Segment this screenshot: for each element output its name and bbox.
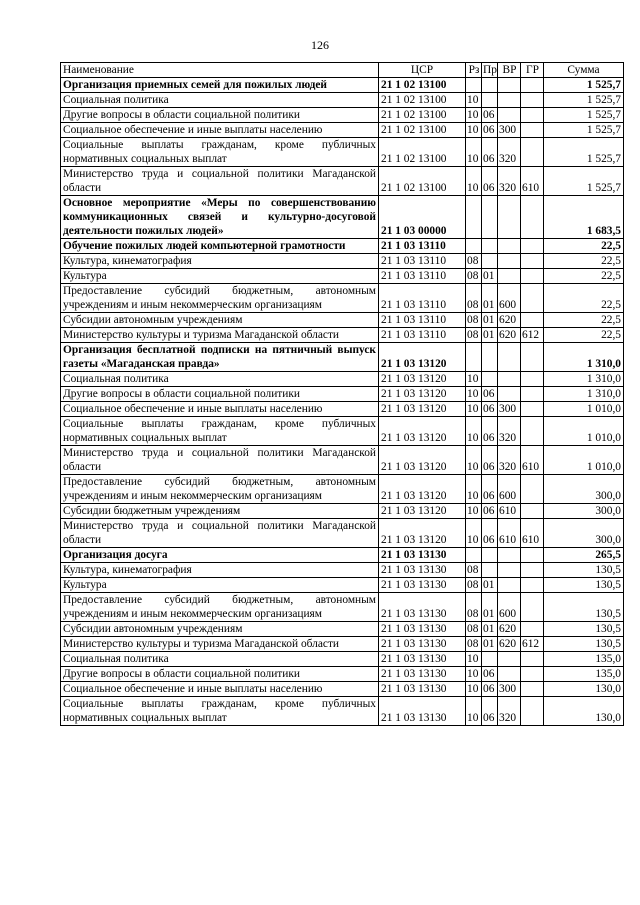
row-csr-cell: 21 1 03 13120	[379, 372, 466, 387]
row-name-cell: Культура, кинематография	[61, 563, 379, 578]
header-gr: ГР	[521, 63, 544, 78]
row-vr-cell	[498, 372, 521, 387]
row-gr-cell	[521, 548, 544, 563]
row-vr-cell	[498, 548, 521, 563]
row-name-cell: Субсидии бюджетным учреждениям	[61, 504, 379, 519]
row-rz-cell: 10	[466, 652, 482, 667]
row-sum-cell: 22,5	[544, 313, 624, 328]
row-rz-cell: 08	[466, 313, 482, 328]
row-pr-cell	[482, 372, 498, 387]
row-gr-cell	[521, 387, 544, 402]
row-pr-cell: 06	[482, 504, 498, 519]
row-name-cell: Предоставление субсидий бюджетным, автономным учреждениям и иным некоммерческим организациям	[61, 284, 379, 313]
row-rz-cell: 08	[466, 622, 482, 637]
row-sum-cell: 1 525,7	[544, 93, 624, 108]
row-pr-cell: 06	[482, 167, 498, 196]
row-csr-cell: 21 1 03 13130	[379, 548, 466, 563]
table-row	[61, 372, 624, 387]
row-csr-cell: 21 1 03 13110	[379, 313, 466, 328]
row-pr-cell: 01	[482, 637, 498, 652]
row-csr-cell: 21 1 03 13120	[379, 446, 466, 475]
row-rz-cell	[466, 78, 482, 93]
row-name-cell: Министерство труда и социальной политики Магаданской области	[61, 519, 379, 548]
row-gr-cell: 612	[521, 637, 544, 652]
row-gr-cell	[521, 343, 544, 372]
row-vr-cell: 620	[498, 328, 521, 343]
row-gr-cell	[521, 138, 544, 167]
row-pr-cell	[482, 78, 498, 93]
row-sum-cell: 135,0	[544, 652, 624, 667]
row-sum-cell: 300,0	[544, 475, 624, 504]
row-csr-cell: 21 1 03 13110	[379, 254, 466, 269]
row-pr-cell: 06	[482, 446, 498, 475]
row-rz-cell: 08	[466, 254, 482, 269]
row-vr-cell	[498, 343, 521, 372]
row-sum-cell: 22,5	[544, 269, 624, 284]
row-name-cell: Министерство культуры и туризма Магаданской области	[61, 637, 379, 652]
row-name-cell: Субсидии автономным учреждениям	[61, 622, 379, 637]
row-csr-cell: 21 1 02 13100	[379, 78, 466, 93]
row-gr-cell	[521, 254, 544, 269]
row-name-cell: Социальная политика	[61, 652, 379, 667]
row-sum-cell: 265,5	[544, 548, 624, 563]
table-row	[61, 697, 624, 726]
table-row	[61, 167, 624, 196]
row-name-cell: Социальные выплаты гражданам, кроме публичных нормативных социальных выплат	[61, 697, 379, 726]
row-csr-cell: 21 1 03 13120	[379, 417, 466, 446]
row-vr-cell: 600	[498, 593, 521, 622]
row-sum-cell: 130,5	[544, 578, 624, 593]
row-rz-cell: 10	[466, 402, 482, 417]
row-name-cell: Основное мероприятие «Меры по совершенствованию коммуникационных связей и культурно-досуговой деятельности пожилых людей»	[61, 196, 379, 239]
row-vr-cell	[498, 667, 521, 682]
row-rz-cell: 10	[466, 138, 482, 167]
row-rz-cell: 10	[466, 667, 482, 682]
row-vr-cell: 300	[498, 123, 521, 138]
table-row	[61, 78, 624, 93]
row-csr-cell: 21 1 03 13120	[379, 519, 466, 548]
header-vr: ВР	[498, 63, 521, 78]
row-gr-cell	[521, 697, 544, 726]
table-row	[61, 123, 624, 138]
row-sum-cell: 300,0	[544, 519, 624, 548]
table-row	[61, 387, 624, 402]
row-sum-cell: 1 525,7	[544, 108, 624, 123]
row-gr-cell	[521, 622, 544, 637]
row-csr-cell: 21 1 03 13120	[379, 402, 466, 417]
table-row	[61, 519, 624, 548]
header-rz: Рз	[466, 63, 482, 78]
row-csr-cell: 21 1 03 13130	[379, 667, 466, 682]
row-vr-cell: 610	[498, 504, 521, 519]
row-gr-cell: 610	[521, 167, 544, 196]
table-row	[61, 652, 624, 667]
row-csr-cell: 21 1 03 13110	[379, 328, 466, 343]
row-csr-cell: 21 1 02 13100	[379, 138, 466, 167]
row-csr-cell: 21 1 03 13110	[379, 239, 466, 254]
row-gr-cell	[521, 667, 544, 682]
row-rz-cell: 08	[466, 578, 482, 593]
row-rz-cell: 10	[466, 167, 482, 196]
row-vr-cell	[498, 196, 521, 239]
row-name-cell: Предоставление субсидий бюджетным, автономным учреждениям и иным некоммерческим организациям	[61, 593, 379, 622]
table-row	[61, 269, 624, 284]
row-vr-cell	[498, 78, 521, 93]
row-gr-cell	[521, 563, 544, 578]
row-csr-cell: 21 1 03 13120	[379, 475, 466, 504]
row-pr-cell: 06	[482, 519, 498, 548]
row-gr-cell: 610	[521, 519, 544, 548]
row-pr-cell: 06	[482, 697, 498, 726]
row-csr-cell: 21 1 03 13130	[379, 622, 466, 637]
row-vr-cell: 620	[498, 622, 521, 637]
row-name-cell: Социальные выплаты гражданам, кроме публичных нормативных социальных выплат	[61, 417, 379, 446]
row-pr-cell	[482, 548, 498, 563]
row-sum-cell: 1 683,5	[544, 196, 624, 239]
row-name-cell: Организация досуга	[61, 548, 379, 563]
row-vr-cell	[498, 387, 521, 402]
row-vr-cell: 620	[498, 313, 521, 328]
row-csr-cell: 21 1 03 13110	[379, 269, 466, 284]
row-name-cell: Социальное обеспечение и иные выплаты населению	[61, 682, 379, 697]
row-rz-cell: 10	[466, 682, 482, 697]
row-rz-cell: 08	[466, 328, 482, 343]
row-sum-cell: 1 310,0	[544, 372, 624, 387]
row-pr-cell: 01	[482, 269, 498, 284]
row-sum-cell: 1 310,0	[544, 343, 624, 372]
row-vr-cell: 620	[498, 637, 521, 652]
row-gr-cell	[521, 504, 544, 519]
row-pr-cell: 01	[482, 578, 498, 593]
row-sum-cell: 130,0	[544, 682, 624, 697]
page-number: 126	[311, 38, 329, 52]
row-csr-cell: 21 1 02 13100	[379, 108, 466, 123]
row-name-cell: Культура, кинематография	[61, 254, 379, 269]
row-pr-cell: 06	[482, 402, 498, 417]
table-row	[61, 138, 624, 167]
row-rz-cell: 08	[466, 563, 482, 578]
row-pr-cell: 06	[482, 123, 498, 138]
row-name-cell: Социальное обеспечение и иные выплаты населению	[61, 402, 379, 417]
row-csr-cell: 21 1 03 13110	[379, 284, 466, 313]
row-name-cell: Другие вопросы в области социальной политики	[61, 667, 379, 682]
row-gr-cell	[521, 313, 544, 328]
row-gr-cell	[521, 284, 544, 313]
row-name-cell: Социальные выплаты гражданам, кроме публичных нормативных социальных выплат	[61, 138, 379, 167]
row-gr-cell	[521, 108, 544, 123]
row-pr-cell	[482, 239, 498, 254]
table-row	[61, 637, 624, 652]
row-sum-cell: 1 010,0	[544, 446, 624, 475]
row-vr-cell: 320	[498, 138, 521, 167]
row-name-cell: Культура	[61, 578, 379, 593]
row-pr-cell	[482, 254, 498, 269]
row-vr-cell: 320	[498, 167, 521, 196]
row-rz-cell: 10	[466, 387, 482, 402]
row-csr-cell: 21 1 03 13130	[379, 578, 466, 593]
row-csr-cell: 21 1 03 13130	[379, 697, 466, 726]
table-row	[61, 417, 624, 446]
table-row	[61, 93, 624, 108]
row-vr-cell	[498, 578, 521, 593]
row-rz-cell	[466, 239, 482, 254]
row-sum-cell: 130,5	[544, 593, 624, 622]
row-pr-cell	[482, 196, 498, 239]
row-rz-cell: 10	[466, 519, 482, 548]
row-vr-cell	[498, 108, 521, 123]
row-vr-cell: 600	[498, 475, 521, 504]
row-rz-cell	[466, 196, 482, 239]
row-name-cell: Министерство культуры и туризма Магаданской области	[61, 328, 379, 343]
row-vr-cell	[498, 269, 521, 284]
row-sum-cell: 1 525,7	[544, 123, 624, 138]
row-gr-cell: 610	[521, 446, 544, 475]
row-gr-cell	[521, 578, 544, 593]
table-row	[61, 239, 624, 254]
row-name-cell: Социальная политика	[61, 372, 379, 387]
row-vr-cell	[498, 93, 521, 108]
row-sum-cell: 1 525,7	[544, 138, 624, 167]
row-rz-cell: 08	[466, 593, 482, 622]
budget-table	[60, 62, 624, 726]
table-row	[61, 475, 624, 504]
row-sum-cell: 135,0	[544, 667, 624, 682]
row-pr-cell: 06	[482, 475, 498, 504]
row-rz-cell: 10	[466, 108, 482, 123]
row-vr-cell: 600	[498, 284, 521, 313]
row-sum-cell: 22,5	[544, 254, 624, 269]
row-sum-cell: 1 010,0	[544, 417, 624, 446]
table-row	[61, 313, 624, 328]
row-gr-cell	[521, 93, 544, 108]
row-sum-cell: 22,5	[544, 239, 624, 254]
row-name-cell: Обучение пожилых людей компьютерной грамотности	[61, 239, 379, 254]
row-sum-cell: 130,5	[544, 637, 624, 652]
row-name-cell: Министерство труда и социальной политики Магаданской области	[61, 446, 379, 475]
row-gr-cell	[521, 372, 544, 387]
row-vr-cell	[498, 239, 521, 254]
row-csr-cell: 21 1 02 13100	[379, 93, 466, 108]
table-row	[61, 622, 624, 637]
table-row	[61, 108, 624, 123]
row-name-cell: Социальное обеспечение и иные выплаты населению	[61, 123, 379, 138]
row-vr-cell: 300	[498, 682, 521, 697]
row-vr-cell: 320	[498, 697, 521, 726]
row-csr-cell: 21 1 03 13130	[379, 593, 466, 622]
row-gr-cell: 612	[521, 328, 544, 343]
table-row	[61, 446, 624, 475]
table-row	[61, 196, 624, 239]
row-gr-cell	[521, 123, 544, 138]
table-row	[61, 254, 624, 269]
row-vr-cell	[498, 254, 521, 269]
table-row	[61, 548, 624, 563]
row-sum-cell: 22,5	[544, 284, 624, 313]
row-name-cell: Другие вопросы в области социальной политики	[61, 108, 379, 123]
row-rz-cell: 08	[466, 284, 482, 313]
row-sum-cell: 1 525,7	[544, 78, 624, 93]
row-pr-cell	[482, 343, 498, 372]
table-row	[61, 593, 624, 622]
row-gr-cell	[521, 196, 544, 239]
row-pr-cell	[482, 652, 498, 667]
table-body	[61, 78, 624, 726]
row-pr-cell: 06	[482, 417, 498, 446]
row-vr-cell	[498, 652, 521, 667]
table-row	[61, 402, 624, 417]
row-pr-cell: 01	[482, 284, 498, 313]
row-sum-cell: 130,5	[544, 622, 624, 637]
row-name-cell: Организация бесплатной подписки на пятничный выпуск газеты «Магаданская правда»	[61, 343, 379, 372]
row-rz-cell: 10	[466, 446, 482, 475]
row-gr-cell	[521, 239, 544, 254]
row-rz-cell	[466, 343, 482, 372]
row-pr-cell	[482, 93, 498, 108]
row-sum-cell: 130,5	[544, 563, 624, 578]
row-sum-cell: 1 525,7	[544, 167, 624, 196]
row-pr-cell	[482, 563, 498, 578]
row-name-cell: Социальная политика	[61, 93, 379, 108]
row-csr-cell: 21 1 03 00000	[379, 196, 466, 239]
row-name-cell: Культура	[61, 269, 379, 284]
row-csr-cell: 21 1 03 13130	[379, 563, 466, 578]
row-name-cell: Другие вопросы в области социальной политики	[61, 387, 379, 402]
row-pr-cell: 01	[482, 622, 498, 637]
row-rz-cell: 08	[466, 637, 482, 652]
row-gr-cell	[521, 78, 544, 93]
row-gr-cell	[521, 269, 544, 284]
row-name-cell: Организация приемных семей для пожилых людей	[61, 78, 379, 93]
row-pr-cell: 06	[482, 667, 498, 682]
row-gr-cell	[521, 682, 544, 697]
row-csr-cell: 21 1 03 13130	[379, 637, 466, 652]
table-header	[61, 63, 624, 78]
header-row	[61, 63, 624, 78]
row-rz-cell: 08	[466, 269, 482, 284]
row-name-cell: Субсидии автономным учреждениям	[61, 313, 379, 328]
row-rz-cell: 10	[466, 504, 482, 519]
row-sum-cell: 300,0	[544, 504, 624, 519]
table-row	[61, 328, 624, 343]
row-csr-cell: 21 1 02 13100	[379, 123, 466, 138]
table-row	[61, 343, 624, 372]
table-row	[61, 563, 624, 578]
row-sum-cell: 22,5	[544, 328, 624, 343]
row-gr-cell	[521, 402, 544, 417]
row-rz-cell: 10	[466, 697, 482, 726]
row-pr-cell: 06	[482, 138, 498, 167]
row-csr-cell: 21 1 03 13130	[379, 682, 466, 697]
row-rz-cell: 10	[466, 417, 482, 446]
row-name-cell: Предоставление субсидий бюджетным, автономным учреждениям и иным некоммерческим организациям	[61, 475, 379, 504]
row-sum-cell: 130,0	[544, 697, 624, 726]
header-name: Наименование	[61, 63, 379, 78]
header-pr: Пр	[483, 64, 497, 76]
row-sum-cell: 1 310,0	[544, 387, 624, 402]
row-gr-cell	[521, 417, 544, 446]
row-pr-cell: 01	[482, 593, 498, 622]
row-rz-cell: 10	[466, 93, 482, 108]
row-rz-cell: 10	[466, 123, 482, 138]
row-rz-cell: 10	[466, 475, 482, 504]
row-pr-cell: 01	[482, 328, 498, 343]
row-vr-cell: 300	[498, 402, 521, 417]
row-vr-cell: 320	[498, 446, 521, 475]
row-gr-cell	[521, 475, 544, 504]
table-row	[61, 578, 624, 593]
row-csr-cell: 21 1 03 13130	[379, 652, 466, 667]
row-rz-cell: 10	[466, 372, 482, 387]
row-csr-cell: 21 1 03 13120	[379, 387, 466, 402]
table-row	[61, 667, 624, 682]
table-row	[61, 504, 624, 519]
row-gr-cell	[521, 593, 544, 622]
row-gr-cell	[521, 652, 544, 667]
row-pr-cell: 06	[482, 387, 498, 402]
table-row	[61, 682, 624, 697]
table-row	[61, 284, 624, 313]
row-name-cell: Министерство труда и социальной политики Магаданской области	[61, 167, 379, 196]
row-pr-cell: 01	[482, 313, 498, 328]
row-vr-cell: 610	[498, 519, 521, 548]
row-csr-cell: 21 1 03 13120	[379, 343, 466, 372]
row-csr-cell: 21 1 02 13100	[379, 167, 466, 196]
row-vr-cell	[498, 563, 521, 578]
row-vr-cell: 320	[498, 417, 521, 446]
row-sum-cell: 1 010,0	[544, 402, 624, 417]
row-pr-cell: 06	[482, 682, 498, 697]
header-sum: Сумма	[544, 63, 624, 78]
row-rz-cell	[466, 548, 482, 563]
row-pr-cell: 06	[482, 108, 498, 123]
header-csr: ЦСР	[379, 63, 466, 78]
row-csr-cell: 21 1 03 13120	[379, 504, 466, 519]
